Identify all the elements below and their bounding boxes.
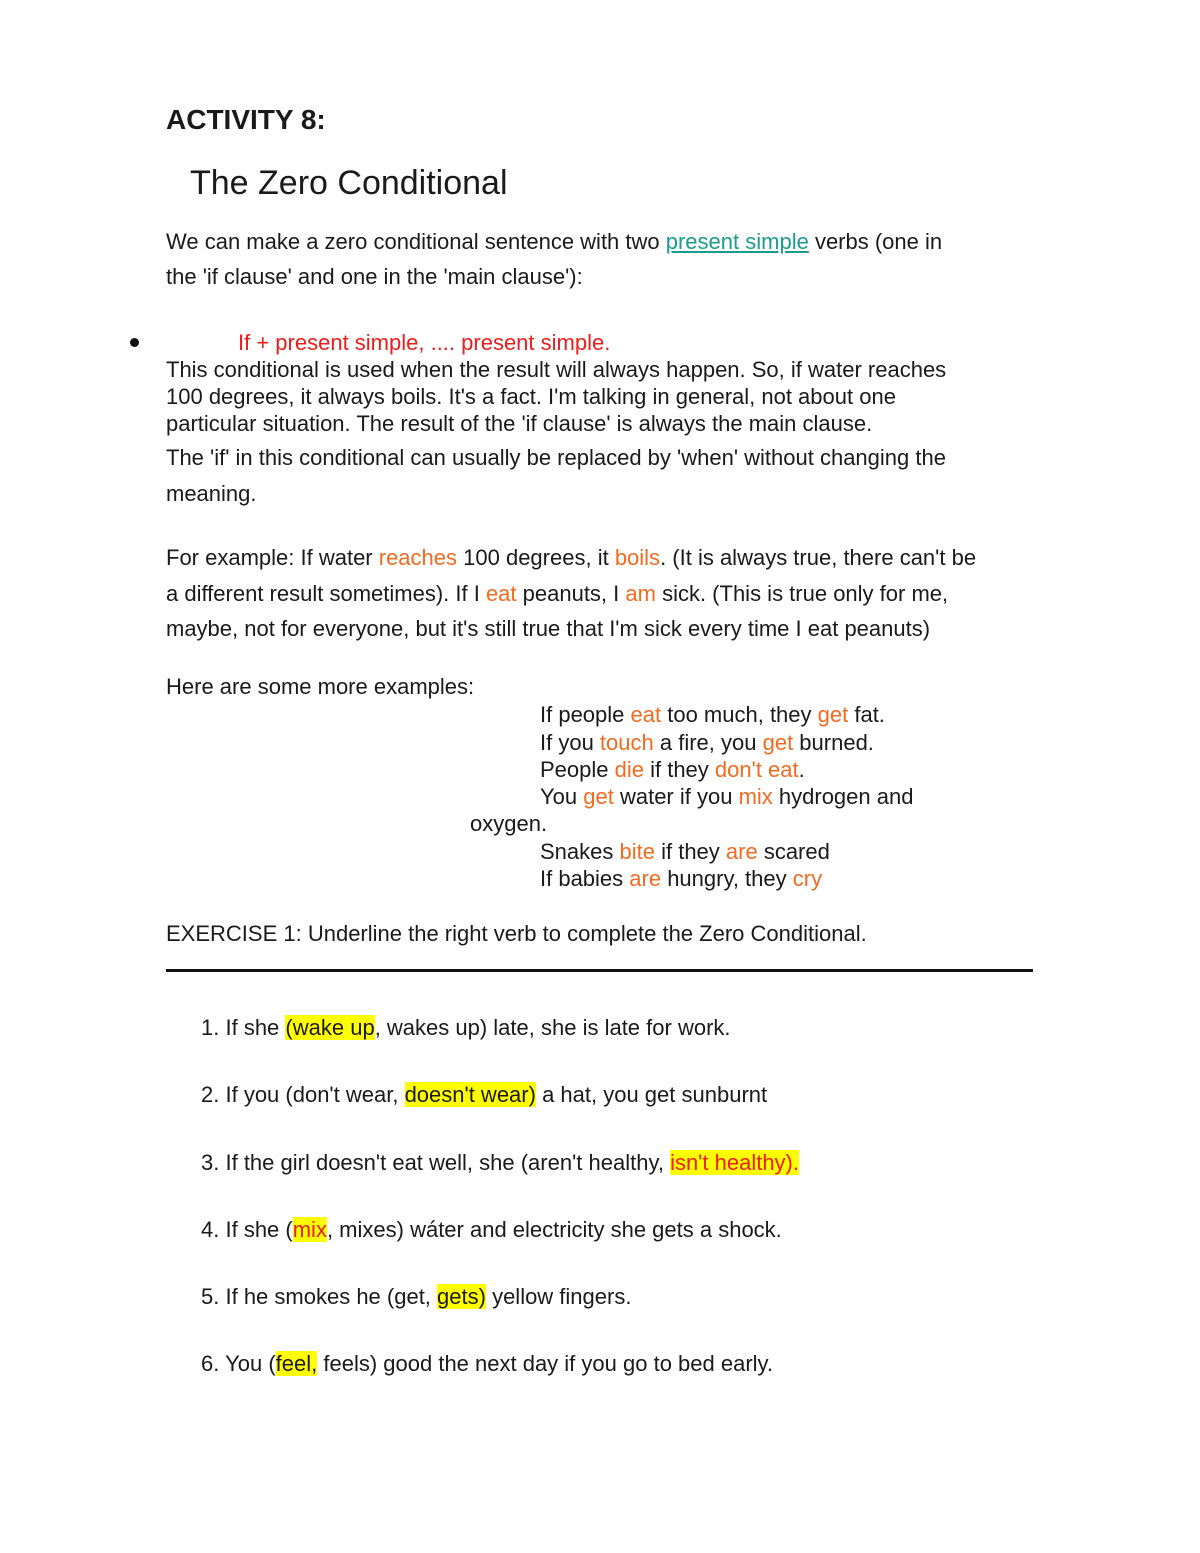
- item-number: 6.: [201, 1351, 220, 1376]
- explanation-line: This conditional is used when the result will always happen. So, if water reaches: [166, 357, 947, 382]
- text: , mixes) wáter and electricity she gets a shock.: [326, 1217, 782, 1242]
- text: If you (don't wear,: [225, 1082, 405, 1107]
- text: hungry, they: [661, 866, 793, 891]
- text: a hat, you get sunburnt: [535, 1082, 768, 1107]
- intro-text: verbs (one in: [808, 229, 943, 254]
- text: If she: [225, 1015, 286, 1040]
- text: If you: [540, 730, 600, 755]
- verb-highlight: touch: [599, 730, 654, 755]
- example-paragraph-line: [166, 576, 948, 611]
- explanation-line: particular situation. The result of the 'if clause' is always the main clause.: [166, 411, 873, 436]
- text: yellow fingers.: [485, 1284, 632, 1309]
- text: Snakes: [540, 839, 620, 864]
- verb-highlight: boils: [614, 545, 661, 570]
- verb-highlight: are: [725, 839, 758, 864]
- text: sick. (This is true only for me,: [655, 581, 949, 606]
- exercise-item: [201, 1346, 773, 1381]
- text: water if you: [613, 784, 739, 809]
- text: burned.: [793, 730, 874, 755]
- exercise-item: [201, 1077, 767, 1112]
- example-paragraph-line: [166, 540, 976, 575]
- text: , wakes up) late, she is late for work.: [374, 1015, 731, 1040]
- exercise-item: [201, 1010, 731, 1045]
- item-number: 3.: [201, 1150, 220, 1175]
- example-sentence: [540, 729, 874, 756]
- exercise-item: [201, 1145, 799, 1180]
- text: hydrogen and: [772, 784, 914, 809]
- explanation-line: The 'if' in this conditional can usually be replaced by 'when' without changing the: [166, 445, 946, 470]
- example-sentence-wrap: oxygen.: [470, 811, 548, 836]
- text: People: [540, 757, 615, 782]
- text: a different result sometimes). If I: [166, 581, 486, 606]
- text: If she (: [225, 1217, 293, 1242]
- text: if they: [643, 757, 715, 782]
- verb-highlight: eat: [630, 702, 662, 727]
- text: You (: [225, 1351, 276, 1376]
- text: If he smokes he (get,: [225, 1284, 438, 1309]
- verb-highlight: bite: [619, 839, 655, 864]
- bullet-icon: [130, 338, 139, 347]
- explanation-line: 100 degrees, it always boils. It's a fact. I'm talking in general, not about one: [166, 384, 896, 409]
- example-sentence: [540, 756, 805, 783]
- highlighted-answer: doesn't wear): [404, 1082, 536, 1107]
- explanation-line: meaning.: [166, 481, 257, 506]
- intro-line-1: [166, 224, 942, 259]
- verb-highlight: get: [817, 702, 849, 727]
- item-number: 2.: [201, 1082, 220, 1107]
- text: .: [798, 757, 805, 782]
- exercise-title: EXERCISE 1: Underline the right verb to complete the Zero Conditional.: [166, 921, 867, 946]
- text: . (It is always true, there can't be: [660, 545, 977, 570]
- item-number: 1.: [201, 1015, 220, 1040]
- highlighted-answer: mix: [292, 1217, 327, 1242]
- text: feels) good the next day if you go to bed early.: [317, 1351, 774, 1376]
- verb-highlight: eat: [485, 581, 517, 606]
- page-title: The Zero Conditional: [190, 164, 508, 202]
- verb-highlight: am: [625, 581, 656, 606]
- activity-heading: ACTIVITY 8:: [166, 104, 326, 135]
- text: too much, they: [661, 702, 818, 727]
- verb-highlight: reaches: [378, 545, 458, 570]
- formula: If + present simple, .... present simple.: [238, 330, 611, 355]
- highlighted-answer: feel,: [275, 1351, 318, 1376]
- text: a fire, you: [653, 730, 763, 755]
- highlighted-answer: isn't healthy).: [670, 1150, 799, 1175]
- verb-highlight: mix: [738, 784, 773, 809]
- example-sentence: [540, 865, 822, 892]
- example-paragraph-line: maybe, not for everyone, but it's still true that I'm sick every time I eat peanuts): [166, 616, 931, 641]
- example-sentence: [540, 783, 913, 810]
- verb-highlight: get: [583, 784, 614, 809]
- text: scared: [757, 839, 830, 864]
- item-number: 4.: [201, 1217, 220, 1242]
- present-simple-link[interactable]: present simple: [665, 229, 809, 254]
- text: If the girl doesn't eat well, she (aren't healthy,: [225, 1150, 671, 1175]
- text: If people: [540, 702, 631, 727]
- text: If babies: [540, 866, 630, 891]
- intro-text: We can make a zero conditional sentence with two: [166, 229, 666, 254]
- text: peanuts, I: [516, 581, 626, 606]
- text: For example: If water: [166, 545, 379, 570]
- example-sentence: [540, 701, 885, 728]
- verb-highlight: don't eat: [714, 757, 799, 782]
- verb-highlight: cry: [792, 866, 823, 891]
- intro-line-2: the 'if clause' and one in the 'main clause'):: [166, 264, 583, 289]
- example-sentence: [540, 838, 830, 865]
- highlighted-answer: gets): [437, 1284, 486, 1309]
- text: 100 degrees, it: [457, 545, 615, 570]
- more-examples-label: Here are some more examples:: [166, 674, 475, 699]
- text: if they: [654, 839, 726, 864]
- item-number: 5.: [201, 1284, 220, 1309]
- text: You: [540, 784, 584, 809]
- horizontal-rule: [166, 969, 1033, 972]
- exercise-item: [201, 1212, 782, 1247]
- verb-highlight: are: [629, 866, 662, 891]
- verb-highlight: die: [614, 757, 644, 782]
- highlighted-answer: (wake up: [285, 1015, 375, 1040]
- text: fat.: [848, 702, 885, 727]
- exercise-item: [201, 1279, 631, 1314]
- verb-highlight: get: [762, 730, 794, 755]
